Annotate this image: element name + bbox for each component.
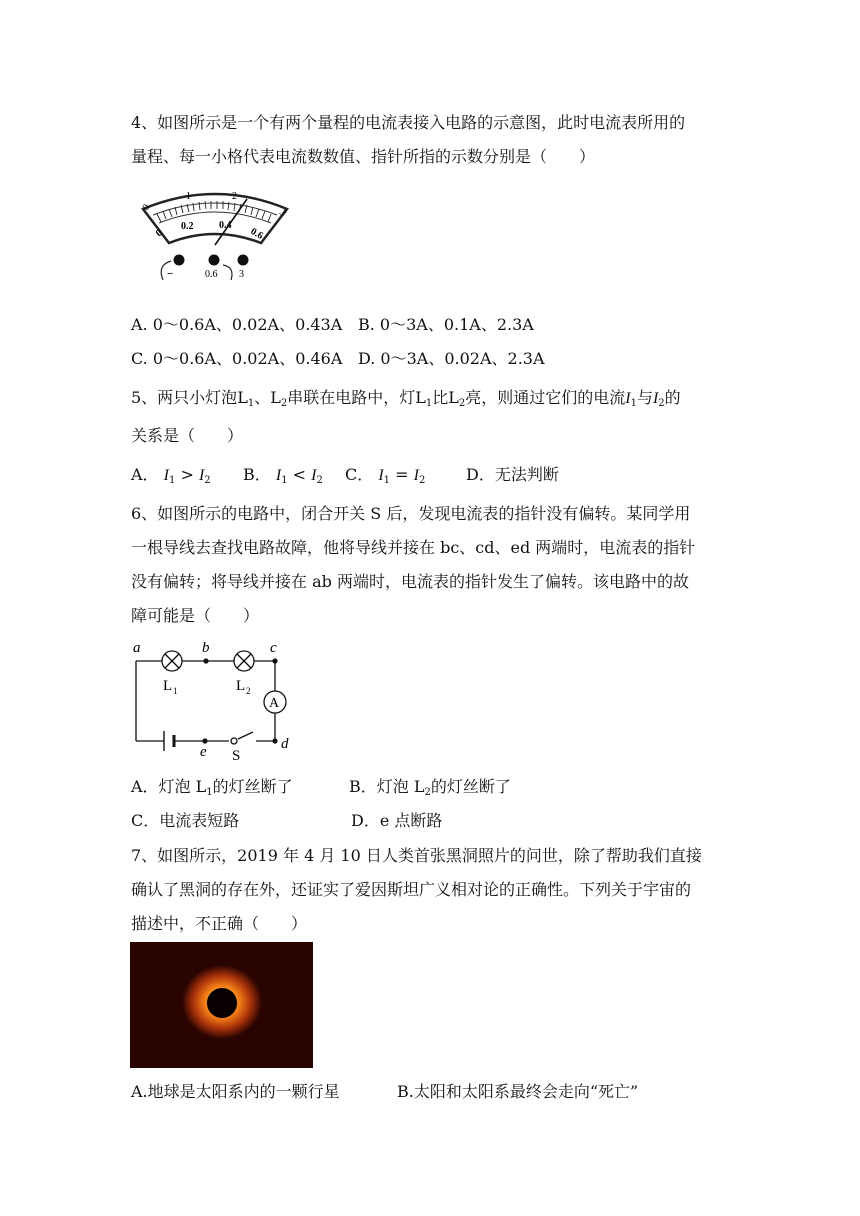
circuit-diagram bbox=[128, 636, 300, 764]
lamp-l2-label: L bbox=[236, 678, 246, 694]
q6-stem-line4: 障可能是（ ） bbox=[131, 606, 260, 625]
q7-stem-line1: 7、如图所示，2019 年 4 月 10 日人类首张黑洞照片的问世，除了帮助我们直接 bbox=[131, 846, 702, 865]
node-label-e: e bbox=[200, 744, 207, 760]
q4-option-a: A. 0～0.6A、0.02A、0.43A bbox=[131, 315, 343, 334]
q6-option-a: A．灯泡 $L_1$的灯丝断了 bbox=[131, 777, 293, 798]
switch-label: S bbox=[232, 748, 241, 764]
q4-stem-line2: 量程、每一小格代表电流数数值、指针所指的示数分别是（ ） bbox=[131, 147, 596, 166]
q4-stem-line1: 4、如图所示是一个有两个量程的电流表接入电路的示意图，此时电流表所用的 bbox=[131, 113, 686, 132]
q5-stem-line1: 5、两只小灯泡$L_1$、$L_2$串联在电路中，灯$L_1$比$L_2$亮，则通过它们的电流$I_1$与$I_2$的 bbox=[131, 388, 681, 409]
lamp-l1-label: L bbox=[163, 678, 173, 694]
top-scale-3: 3 bbox=[276, 207, 289, 219]
ammeter-dial-figure bbox=[135, 185, 295, 280]
q6-option-b: B．灯泡 $L_2$的灯丝断了 bbox=[349, 777, 511, 798]
node-label-d: d bbox=[281, 736, 289, 752]
q6-option-c: C．电流表短路 bbox=[131, 811, 240, 830]
q6-stem-line1: 6、如图所示的电路中，闭合开关 S 后，发现电流表的指针没有偏转。某同学用 bbox=[131, 504, 691, 523]
q7-option-a: A.地球是太阳系内的一颗行星 bbox=[131, 1082, 340, 1101]
top-scale-2: 2 bbox=[232, 191, 237, 202]
q5-option-c: C． $I_1 = I_2$ bbox=[345, 465, 426, 486]
q6-option-d: D．e 点断路 bbox=[351, 811, 443, 830]
terminal-negative bbox=[174, 255, 185, 266]
q5-stem-line2: 关系是（ ） bbox=[131, 426, 244, 445]
top-scale-1: 1 bbox=[186, 191, 191, 202]
q5-option-d: D．无法判断 bbox=[466, 465, 559, 484]
ammeter-label: A bbox=[269, 696, 280, 711]
q5-option-a: A． $I_1 > I_2$ bbox=[131, 465, 211, 486]
q7-option-b: B.太阳和太阳系最终会走向“死亡” bbox=[397, 1082, 639, 1101]
bottom-scale-0: 0 bbox=[153, 227, 165, 240]
q5-option-b: B． $I_1 < I_2$ bbox=[243, 465, 323, 486]
terminal-label-negative: − bbox=[167, 268, 174, 280]
q4-option-c: C. 0～0.6A、0.02A、0.46A bbox=[131, 349, 343, 368]
top-scale-0: 0 bbox=[140, 202, 153, 213]
lamp-l2-sub: 2 bbox=[246, 686, 251, 696]
node-label-b: b bbox=[202, 640, 210, 656]
node-label-c: c bbox=[270, 640, 277, 656]
terminal-label-3: 3 bbox=[239, 269, 244, 280]
q6-stem-line3: 没有偏转；将导线并接在 ab 两端时，电流表的指针发生了偏转。该电路中的故 bbox=[131, 572, 689, 591]
q7-stem-line3: 描述中，不正确（ ） bbox=[131, 914, 308, 933]
q4-option-b: B. 0～3A、0.1A、2.3A bbox=[358, 315, 534, 334]
q6-stem-line2: 一根导线去查找电路故障，他将导线并接在 bc、cd、ed 两端时，电流表的指针 bbox=[131, 538, 696, 557]
q7-stem-line2: 确认了黑洞的存在外，还证实了爱因斯坦广义相对论的正确性。下列关于宇宙的 bbox=[131, 880, 692, 899]
bottom-scale-2: 0.4 bbox=[219, 220, 232, 231]
terminal-0-6 bbox=[209, 255, 220, 266]
q4-option-d: D. 0～3A、0.02A、2.3A bbox=[358, 349, 545, 368]
terminal-3 bbox=[238, 255, 249, 266]
terminal-label-0-6: 0.6 bbox=[205, 269, 218, 280]
node-label-a: a bbox=[133, 640, 141, 656]
bottom-scale-1: 0.2 bbox=[181, 221, 194, 232]
lamp-l1-sub: 1 bbox=[173, 686, 178, 696]
black-hole-photo bbox=[130, 942, 313, 1068]
bottom-scale-3: 0.6 bbox=[248, 226, 265, 242]
